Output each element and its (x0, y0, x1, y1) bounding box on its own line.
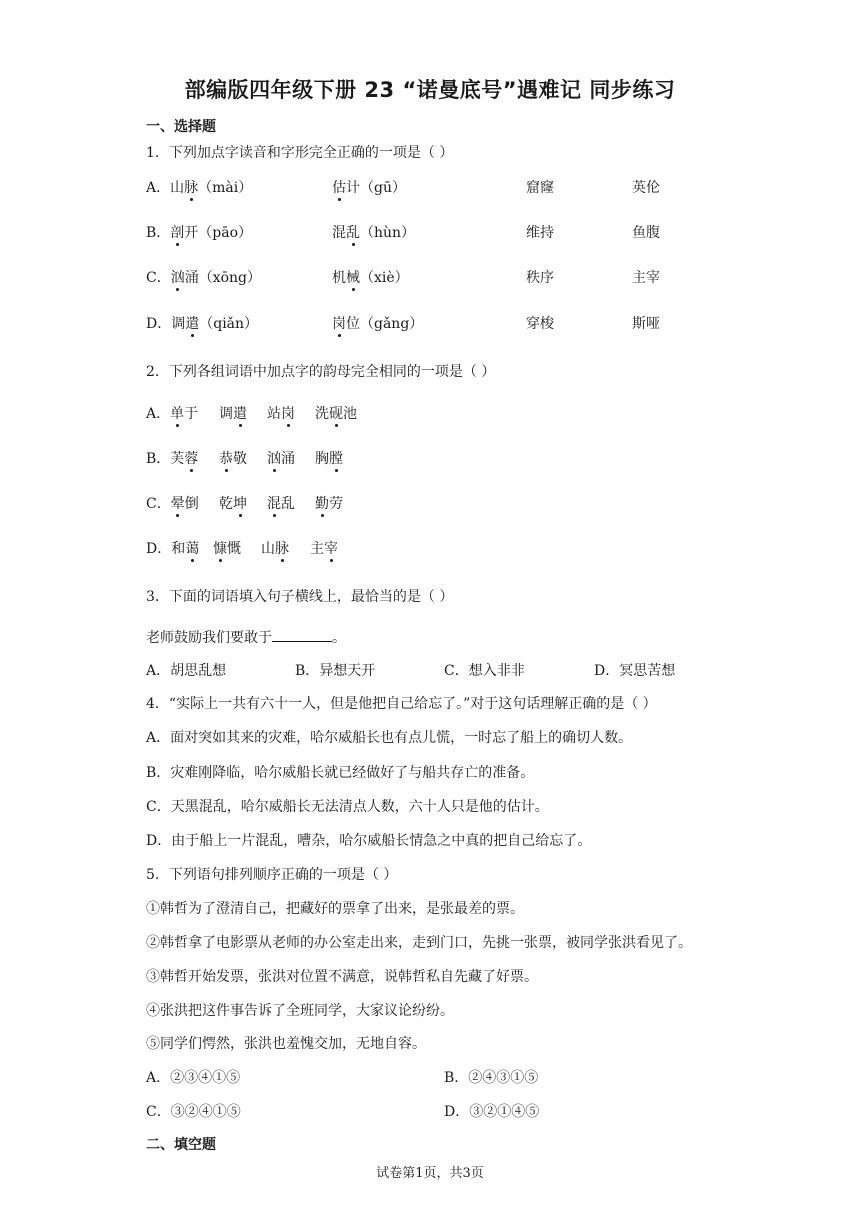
q1-option-d-item (332, 313, 423, 333)
emphasis-dot-char: 汹 (267, 448, 281, 468)
q2-option-b-word (267, 448, 295, 468)
q5-sentence-2: ②韩哲拿了电影票从老师的办公室走出来，走到门口，先挑一张票，被同学张洪看见了。 (146, 935, 692, 951)
q2-word (267, 406, 295, 422)
emphasis-dot-char: 晕 (171, 493, 185, 513)
option-label: B． (146, 225, 171, 241)
q2-word (170, 451, 198, 467)
section-heading-choice: 一、选择题 (146, 119, 216, 135)
q3-option-c: C．想入非非 (444, 663, 525, 679)
word-text: （xiè） (360, 270, 409, 286)
emphasis-dot-char: 蔼 (185, 538, 199, 558)
emphasis-dot-char: 脉 (184, 177, 198, 197)
word-text: 主 (310, 541, 324, 557)
q2-word (219, 406, 247, 422)
q2-word (315, 451, 343, 467)
q2-option-c-word (219, 493, 247, 513)
q1-word (332, 316, 423, 332)
q2-option-a-word (267, 403, 295, 423)
emphasis-dot-char: 蓉 (184, 448, 198, 468)
emphasis-dot-char: 混 (267, 493, 281, 513)
section-heading-fill: 二、填空题 (146, 1137, 216, 1153)
page-footer: 试卷第1页，共3页 (376, 1166, 484, 1181)
word-text: 维持 (526, 225, 554, 241)
q1-word (632, 316, 660, 332)
word-text: 涌 (281, 451, 295, 467)
q1-word (526, 316, 554, 332)
emphasis-dot-char: 宰 (324, 538, 338, 558)
q2-word (267, 496, 295, 512)
q1-word (171, 270, 261, 286)
word-text: 计（gū） (346, 180, 406, 196)
q2-word (261, 541, 289, 557)
q1-word (332, 180, 406, 196)
q5-stem: 5．下列语句排列顺序正确的一项是（ ） (146, 867, 398, 883)
q2-option-d-word (146, 538, 199, 558)
q3-option-b: B．异想天开 (295, 663, 376, 679)
emphasis-dot-char: 汹 (171, 267, 185, 287)
word-text: 慨 (227, 541, 241, 557)
q4-option-b: B．灾难刚降临，哈尔威船长就已经做好了与船共存亡的准备。 (146, 765, 535, 781)
word-text: 位（gǎng） (346, 316, 424, 332)
emphasis-dot-char: 遣 (233, 403, 247, 423)
word-text: 斯哑 (632, 316, 660, 332)
q1-option-a-item (632, 177, 660, 197)
word-text: （qiǎn） (199, 316, 259, 332)
q2-option-a-word (146, 403, 198, 423)
q1-word (171, 316, 258, 332)
word-text: 山 (170, 180, 185, 196)
q1-option-c-item (526, 267, 554, 287)
q3-option-a: A．胡思乱想 (146, 663, 227, 679)
q2-option-a-word (315, 403, 357, 423)
q2-option-c-word (146, 493, 199, 513)
emphasis-dot-char: 估 (332, 177, 346, 197)
q2-option-d-word (261, 538, 289, 558)
q3-option-d: D．冥思苦想 (594, 663, 676, 679)
word-text: 机 (332, 270, 346, 286)
q5-option-d: D．③②①④⑤ (444, 1104, 540, 1120)
q2-option-d-word (213, 538, 241, 558)
q2-word (219, 496, 247, 512)
q2-option-c-word (267, 493, 295, 513)
q1-word (170, 225, 252, 241)
q4-option-a: A．面对突如其来的灾难，哈尔威船长也有点儿慌，一时忘了船上的确切人数。 (146, 730, 633, 746)
option-label: A． (146, 180, 171, 196)
option-label: C． (146, 270, 171, 286)
q2-option-b-word (146, 448, 198, 468)
q4-option-d: D．由于船上一片混乱，嘈杂，哈尔威船长情急之中真的把自己给忘了。 (146, 833, 592, 849)
q5-option-c: C．③②④①⑤ (146, 1104, 241, 1120)
q1-option-b-item (632, 222, 660, 242)
q2-option-b-word (315, 448, 343, 468)
q2-word (267, 451, 295, 467)
option-label: C． (146, 496, 171, 512)
q2-word (310, 541, 338, 557)
q1-option-b-item (332, 222, 415, 242)
q2-option-a-word (219, 403, 247, 423)
word-text: 开（pāo） (184, 225, 253, 241)
emphasis-dot-char: 遣 (185, 313, 199, 333)
q2-option-b-word (219, 448, 247, 468)
word-text: 秩序 (526, 270, 554, 286)
q2-stem: 2．下列各组词语中加点字的韵母完全相同的一项是（ ） (146, 364, 496, 380)
word-text: 调 (219, 406, 233, 422)
q5-sentence-1: ①韩哲为了澄清自己，把藏好的票拿了出来，是张最差的票。 (146, 901, 524, 917)
q1-word (170, 180, 252, 196)
q1-stem: 1．下列加点字读音和字形完全正确的一项是（ ） (146, 145, 454, 161)
q1-option-c-item (632, 267, 660, 287)
option-label: A． (146, 406, 171, 422)
word-text: 鱼腹 (632, 225, 660, 241)
emphasis-dot-char: 剖 (170, 222, 184, 242)
emphasis-dot-char: 岗 (332, 313, 346, 333)
emphasis-dot-char: 勤 (315, 493, 329, 513)
word-text: 主宰 (632, 270, 660, 286)
q2-word (171, 541, 199, 557)
q2-word (171, 496, 199, 512)
emphasis-dot-char: 械 (346, 267, 360, 287)
emphasis-dot-char: 乱 (346, 222, 360, 242)
word-text: 涌（xōng） (184, 270, 262, 286)
q1-word (332, 225, 415, 241)
emphasis-dot-char: 岗 (281, 403, 295, 423)
q1-word (332, 270, 409, 286)
q5-sentence-4: ④张洪把这件事告诉了全班同学，大家议论纷纷。 (146, 1003, 454, 1019)
word-text: 英伦 (632, 180, 660, 196)
q5-sentence-3: ③韩哲开始发票，张洪对位置不满意，说韩哲私自先藏了好票。 (146, 969, 538, 985)
word-text: 站 (267, 406, 281, 422)
q5-sentence-5: ⑤同学们愕然，张洪也羞愧交加，无地自容。 (146, 1036, 426, 1052)
word-text: 洗 (315, 406, 329, 422)
q1-option-d-item (146, 313, 258, 333)
word-text: 胸 (315, 451, 329, 467)
word-text: 池 (343, 406, 357, 422)
word-text: 敬 (233, 451, 247, 467)
q1-word (526, 180, 554, 196)
word-text: 倒 (184, 496, 199, 512)
q1-option-c-item (332, 267, 409, 287)
word-text: 乾 (219, 496, 233, 512)
word-text: （hùn） (360, 225, 416, 241)
q3-sentence-text: 老师鼓励我们要敢于 (146, 630, 272, 646)
q3-sentence-end: 。 (332, 630, 346, 646)
q2-word (315, 496, 343, 512)
q1-option-a-item (526, 177, 554, 197)
emphasis-dot-char: 恭 (219, 448, 233, 468)
q3-sentence (146, 627, 346, 647)
word-text: 穿梭 (526, 316, 554, 332)
emphasis-dot-char: 砚 (329, 403, 343, 423)
option-label: B． (146, 451, 171, 467)
word-text: 于 (184, 406, 199, 422)
q1-option-b-item (146, 222, 252, 242)
answer-blank (272, 629, 332, 642)
emphasis-dot-char: 坤 (233, 493, 247, 513)
word-text: 乱 (281, 496, 295, 512)
q2-word (213, 541, 241, 557)
word-text: 和 (171, 541, 186, 557)
q1-word (632, 225, 660, 241)
q1-option-a-item (146, 177, 252, 197)
q1-word (632, 270, 660, 286)
emphasis-dot-char: 脉 (275, 538, 289, 558)
q2-option-d-word (310, 538, 338, 558)
word-text: （mài） (198, 180, 253, 196)
word-text: 混 (332, 225, 346, 241)
word-text: 调 (171, 316, 186, 332)
q1-word (526, 225, 554, 241)
q1-option-c-item (146, 267, 261, 287)
q1-option-d-item (526, 313, 554, 333)
word-text: 窟窿 (526, 180, 554, 196)
q1-option-d-item (632, 313, 660, 333)
emphasis-dot-char: 膛 (329, 448, 343, 468)
page-title: 部编版四年级下册 23 “诺曼底号”遇难记 同步练习 (184, 78, 676, 102)
word-text: 山 (261, 541, 275, 557)
q3-stem: 3．下面的词语填入句子横线上，最恰当的是（ ） (146, 589, 454, 605)
q2-word (170, 406, 198, 422)
q5-option-a: A．②③④①⑤ (146, 1070, 241, 1086)
q2-option-c-word (315, 493, 343, 513)
q2-word (219, 451, 247, 467)
option-label: D． (146, 316, 172, 332)
q1-option-b-item (526, 222, 554, 242)
q2-word (315, 406, 357, 422)
q5-option-b: B．②④③①⑤ (444, 1070, 539, 1086)
emphasis-dot-char: 慷 (213, 538, 227, 558)
q4-stem: 4．“实际上一共有六十一人，但是他把自己给忘了。”对于这句话理解正确的是（ ） (146, 696, 657, 712)
emphasis-dot-char: 单 (170, 403, 184, 423)
q4-option-c: C．天黑混乱，哈尔威船长无法清点人数，六十人只是他的估计。 (146, 799, 549, 815)
option-label: D． (146, 541, 172, 557)
q1-word (632, 180, 660, 196)
q1-option-a-item (332, 177, 406, 197)
word-text: 劳 (329, 496, 343, 512)
word-text: 芙 (170, 451, 185, 467)
q1-word (526, 270, 554, 286)
